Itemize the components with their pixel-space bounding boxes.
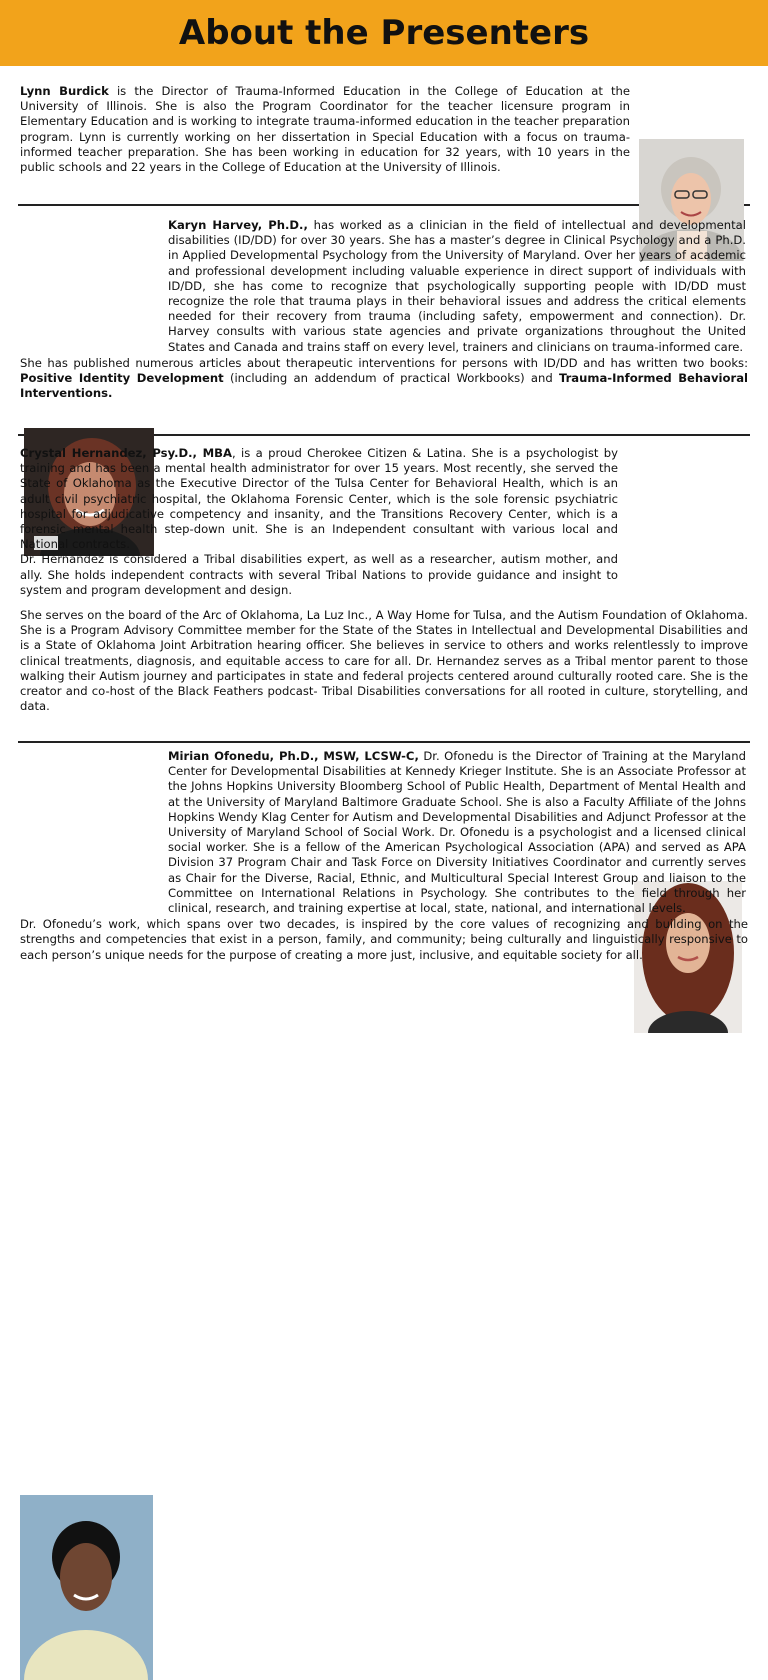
presenter-bio	[20, 84, 630, 175]
presenter-bio	[168, 749, 746, 916]
presenter-name: Crystal Hernandez, Psy.D., MBA	[20, 446, 232, 460]
presenter-bio-text: is the Director of Trauma-Informed Education in the College of Education at the University of Illinois. She is also the Program Coordinator for the teacher licensure program in Elementary Education and is working to integrate trauma-informed education in the teacher preparation program. Lynn is currently working on her dissertation in Special Education with a focus on trauma-informed teacher preparation. She has been working in education for 32 years, with 10 years in the public schools and 22 years in the College of Education at the University of Illinois.	[20, 84, 631, 175]
page-title: About the Presenters	[178, 13, 590, 53]
presenter-bio-extra	[20, 356, 748, 402]
presenter-bio-second: Dr. Hernandez is considered a Tribal disabilities expert, as well as a researcher, autism mother, and ally. She holds independent contracts with several Tribal Nations to provide guidance and insight to system and program development and design.	[20, 552, 618, 597]
book-title: Positive Identity Development	[20, 371, 224, 386]
presenter-photo	[20, 1495, 153, 1680]
presenter-bio-text: has worked as a clinician in the field of intellectual and developmental disabilities (ID/DD) for over 30 years. She has a master’s degree in Clinical Psychology and a Ph.D. in Applied Developmental Psychology from the University of Maryland. Over her years of academic and professional development including valuable experience in direct support of individuals with ID/DD, she has come to recognize that psychologically supporting people with ID/DD must recognize the role that trauma plays in their behavioral issues and address the critical elements needed for their recovery from trauma (including safety, empowerment and connection). Dr. Harvey consults with various state agencies and private organizations throughout the United States and Canada and trains staff on every level, trainers and clinicians on trauma-informed care.	[168, 218, 747, 354]
presenter-name: Lynn Burdick	[20, 84, 109, 98]
presenter-name: Karyn Harvey, Ph.D.,	[168, 218, 308, 232]
presenter-mirian-ofonedu	[0, 743, 768, 963]
presenter-bio	[20, 446, 618, 552]
presenter-bio	[168, 218, 746, 355]
presenter-name: Mirian Ofonedu, Ph.D., MSW, LCSW-C,	[168, 749, 419, 763]
book-title: Trauma-Informed Behavioral Interventions.	[20, 371, 749, 401]
presenter-karyn-harvey	[0, 206, 768, 434]
presenter-bio-text: Dr. Ofonedu is the Director of Training at the Maryland Center for Developmental Disabilities at Kennedy Krieger Institute. She is an Associate Professor at the Johns Hopkins University Bloomberg School of Public Health, Department of Mental Health and at the University of Maryland Baltimore Graduate School. She is also a Faculty Affiliate of the Johns Hopkins Wendy Klag Center for Autism and Developmental Disabilities and Adjunct Professor at the University of Maryland School of Social Work. Dr. Ofonedu is a psychologist and a licensed clinical social worker. She is a fellow of the American Psychological Association (APA) and served as APA Division 37 Program Chair and Task Force on Diversity Initiatives Coordinator and currently serves as Chair for the Diverse, Racial, Ethnic, and Multicultural Special Interest Group and liaison to the Committee on International Relations in Psychology. She contributes to the field through her clinical, research, and training expertise at local, state, national, and international levels.	[168, 749, 746, 916]
bio-extra-intro: She has published numerous articles about therapeutic interventions for persons with ID/DD and has written two books:	[20, 355, 748, 370]
presenter-bio-text: , is a proud Cherokee Citizen & Latina. She is a psychologist by training and has been a mental health administrator for over 15 years. Most recently, she served the State of Oklahoma as the Executive Director of the Tulsa Center for Behavioral Health, which is an adult civil psychiatric hospital, the Oklahoma Forensic Center, which is the sole forensic psychiatric hospital for adjudicative competency and insanity, and the Transitions Recovery Center, which is a forensic mental health step-down unit. She is an Independent consultant with various local and National contracts.	[20, 446, 618, 552]
presenter-lynn-burdick	[0, 66, 768, 204]
presenter-crystal-hernandez	[0, 436, 768, 741]
presenter-bio-extra: Dr. Ofonedu’s work, which spans over two decades, is inspired by the core values of recognizing and building on the strengths and competencies that exist in a person, family, and community; being culturally and linguistically responsive to each person’s unique needs for the purpose of creating a more just, inclusive, and equitable society for all.	[20, 917, 748, 962]
presenter-bio-extra: She serves on the board of the Arc of Oklahoma, La Luz Inc., A Way Home for Tulsa, and the Autism Foundation of Oklahoma. She is a Program Advisory Committee member for the State of the States in Intellectual and Developmental Disabilities and is a State of Oklahoma Joint Arbitration hearing officer. She believes in service to others and works relentlessly to improve clinical treatments, diagnosis, and equitable access to care for all. Dr. Hernandez serves as a Tribal mentor parent to those walking their Autism journey and participates in state and federal projects centered around culturally rooted care. She is the creator and co-host of the Black Feathers podcast- Tribal Disabilities conversations for all rooted in culture, storytelling, and data.	[20, 608, 748, 714]
title-banner	[0, 0, 768, 66]
bio-extra-mid: (including an addendum of practical Workbooks) and	[229, 371, 553, 386]
